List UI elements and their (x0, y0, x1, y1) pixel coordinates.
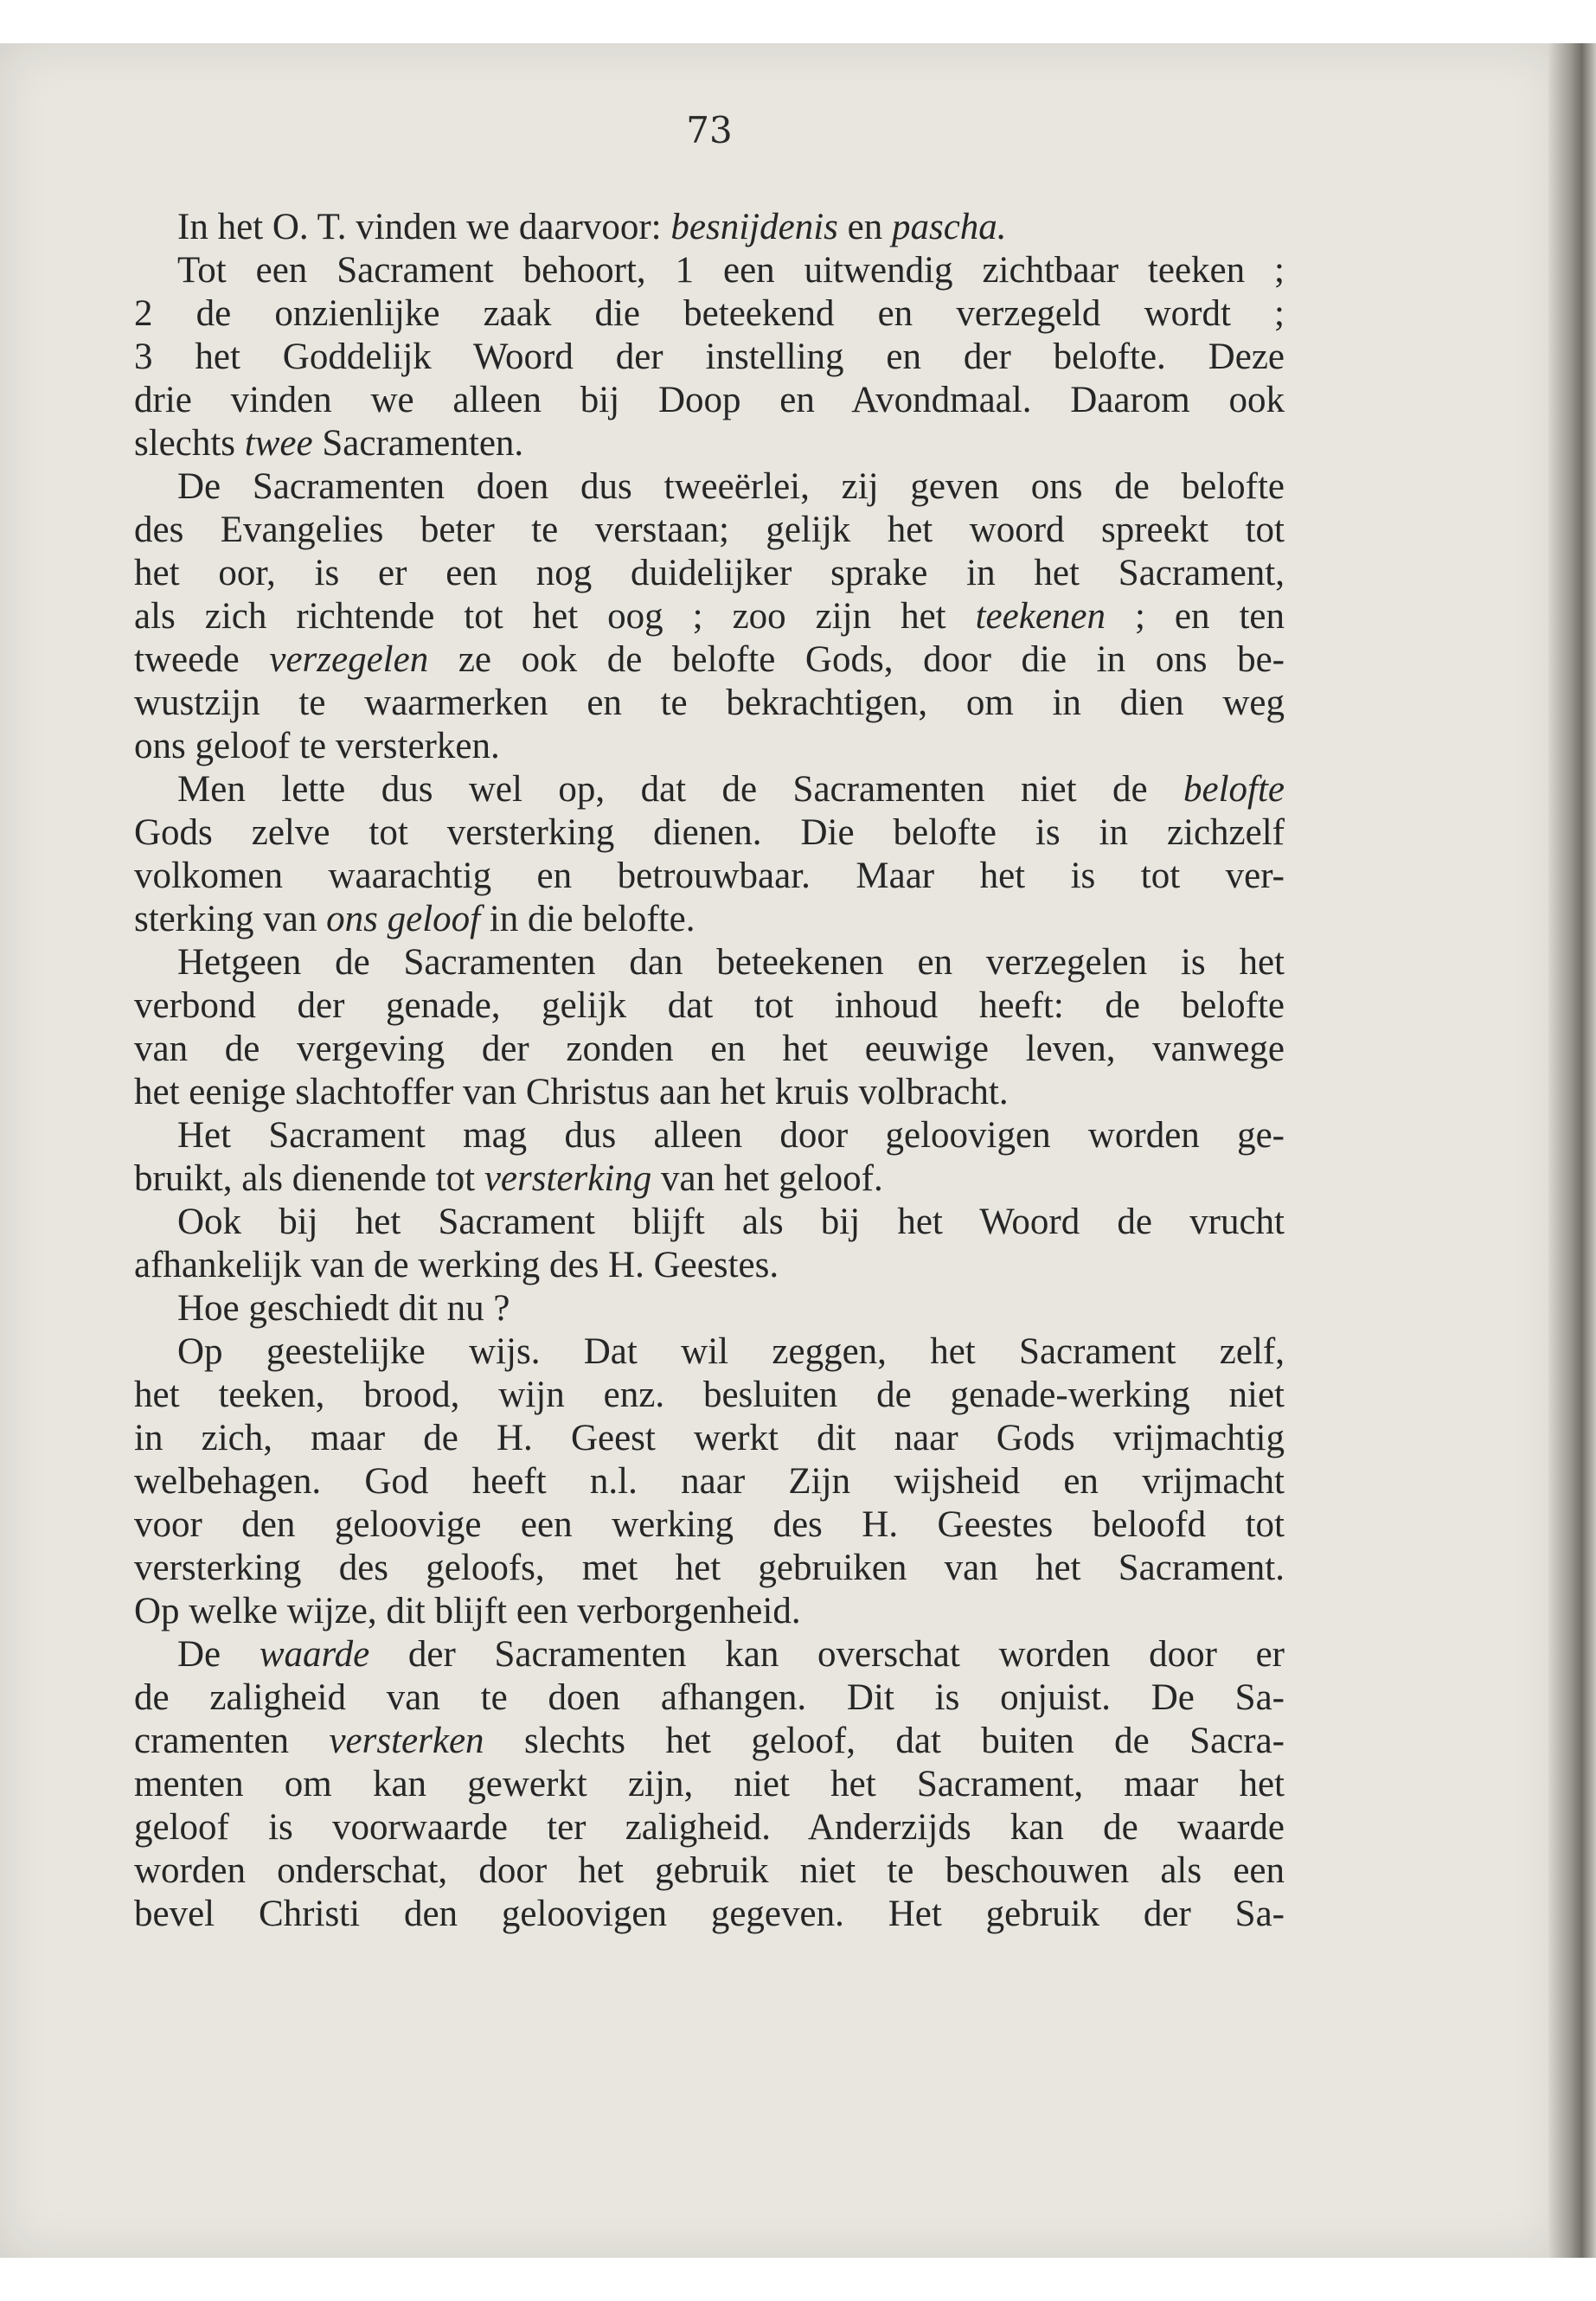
text-line (134, 1201, 1285, 1244)
text-line (134, 336, 1285, 379)
italic-text: verzegelen (269, 639, 429, 680)
page-edge-shadow (1548, 43, 1596, 2258)
italic-text: pascha. (891, 207, 1007, 247)
italic-text: belofte (1183, 769, 1285, 810)
italic-text: twee (244, 423, 313, 464)
text-segment: als zich richtende tot het oog ; zoo zijn het (134, 596, 976, 637)
text-segment: Het Sacrament mag dus alleen door geloovigen worden ge- (177, 1115, 1285, 1156)
text-line (134, 379, 1285, 422)
text-line (134, 725, 1285, 768)
text-segment: De (177, 1634, 260, 1675)
text-line (134, 465, 1285, 509)
italic-text: waarde (259, 1634, 370, 1675)
text-line (134, 595, 1285, 638)
text-line (134, 1590, 1285, 1633)
text-segment: het eenige slachtoffer van Christus aan het kruis volbracht. (134, 1072, 1009, 1112)
text-segment: bevel Christi den geloovigen gegeven. Het gebruik der Sa- (134, 1894, 1285, 1934)
text-line (134, 206, 1285, 249)
text-segment: Ook bij het Sacrament blijft als bij het Woord de vrucht (177, 1202, 1285, 1242)
text-line (134, 1330, 1285, 1374)
text-segment: Hoe geschiedt dit nu ? (177, 1288, 510, 1329)
text-line (134, 509, 1285, 552)
text-segment: ze ook de belofte Gods, door die in ons be- (428, 639, 1285, 680)
italic-text: teekenen (975, 596, 1106, 637)
text-segment: slechts het geloof, dat buiten de Sacra- (484, 1721, 1285, 1761)
text-line (134, 1157, 1285, 1201)
italic-text: ons geloof (326, 899, 481, 939)
text-segment: tweede (134, 639, 270, 680)
text-segment: in die belofte. (480, 899, 695, 939)
text-line (134, 1763, 1285, 1806)
text-segment: sterking van (134, 899, 327, 939)
text-line (134, 1071, 1285, 1114)
text-line (134, 682, 1285, 725)
text-line (134, 1374, 1285, 1417)
text-segment: geloof is voorwaarde ter zaligheid. Anderzijds kan de waarde (134, 1807, 1285, 1848)
text-line (134, 984, 1285, 1028)
text-line (134, 1806, 1285, 1849)
text-segment: Op welke wijze, dit blijft een verborgenheid. (134, 1591, 801, 1631)
body-text (134, 206, 1285, 1936)
text-segment: De Sacramenten doen dus tweeërlei, zij geven ons de belofte (177, 466, 1285, 507)
text-segment: van het geloof. (651, 1158, 883, 1199)
text-line (134, 768, 1285, 811)
text-segment: In het O. T. vinden we daarvoor: (177, 207, 671, 247)
text-segment: volkomen waarachtig en betrouwbaar. Maar het is tot ver- (134, 856, 1285, 896)
text-line (134, 1633, 1285, 1676)
text-segment: 3 het Goddelijk Woord der instelling en der belofte. Deze (134, 336, 1285, 377)
text-segment: worden onderschat, door het gebruik niet te beschouwen als een (134, 1850, 1285, 1891)
text-line (134, 1244, 1285, 1287)
italic-text: versterken (329, 1721, 484, 1761)
text-segment: versterking des geloofs, met het gebruiken van het Sacrament. (134, 1548, 1285, 1588)
text-segment: Gods zelve tot versterking dienen. Die belofte is in zichzelf (134, 812, 1285, 853)
text-line (134, 855, 1285, 898)
text-line (134, 1460, 1285, 1503)
text-line (134, 1676, 1285, 1720)
text-line (134, 292, 1285, 336)
text-segment: de zaligheid van te doen afhangen. Dit is onjuist. De Sa- (134, 1677, 1285, 1718)
text-segment: ; en ten (1105, 596, 1285, 637)
text-segment: het teeken, brood, wijn enz. besluiten de genade-werking niet (134, 1375, 1285, 1415)
text-line (134, 1503, 1285, 1547)
text-line (134, 638, 1285, 682)
italic-text: versterking (484, 1158, 652, 1199)
text-segment: ons geloof te versterken. (134, 726, 500, 766)
text-line (134, 1547, 1285, 1590)
text-line (134, 1849, 1285, 1893)
text-segment: Tot een Sacrament behoort, 1 een uitwendig zichtbaar teeken ; (177, 250, 1285, 291)
text-line (134, 1893, 1285, 1936)
text-segment: Op geestelijke wijs. Dat wil zeggen, het Sacrament zelf, (177, 1331, 1285, 1372)
text-segment: en (837, 207, 892, 247)
text-segment: afhankelijk van de werking des H. Geestes. (134, 1245, 779, 1285)
text-segment: Sacramenten. (312, 423, 524, 464)
text-line (134, 552, 1285, 595)
text-segment: Hetgeen de Sacramenten dan beteekenen en verzegelen is het (177, 942, 1285, 983)
text-segment: bruikt, als dienende tot (134, 1158, 484, 1199)
text-segment: drie vinden we alleen bij Doop en Avondmaal. Daarom ook (134, 380, 1285, 420)
text-segment: van de vergeving der zonden en het eeuwige leven, vanwege (134, 1029, 1285, 1069)
text-segment: Men lette dus wel op, dat de Sacramenten niet de (177, 769, 1183, 810)
text-segment: verbond der genade, gelijk dat tot inhoud heeft: de belofte (134, 985, 1285, 1026)
text-segment: welbehagen. God heeft n.l. naar Zijn wijsheid en vrijmacht (134, 1461, 1285, 1502)
text-line (134, 898, 1285, 941)
text-line (134, 1287, 1285, 1330)
text-line (134, 811, 1285, 855)
text-segment: slechts (134, 423, 245, 464)
text-segment: des Evangelies beter te verstaan; gelijk het woord spreekt tot (134, 510, 1285, 550)
text-line (134, 1114, 1285, 1157)
text-segment: het oor, is er een nog duidelijker sprake in het Sacrament, (134, 553, 1285, 593)
italic-text: besnijdenis (670, 207, 838, 247)
text-segment: cramenten (134, 1721, 330, 1761)
text-line (134, 422, 1285, 465)
text-segment: der Sacramenten kan overschat worden door er (369, 1634, 1285, 1675)
text-line (134, 941, 1285, 984)
text-line (134, 1028, 1285, 1071)
text-line (134, 249, 1285, 292)
text-segment: wustzijn te waarmerken en te bekrachtigen, om in dien weg (134, 683, 1285, 723)
text-segment: voor den geloovige een werking des H. Geestes beloofd tot (134, 1504, 1285, 1545)
text-line (134, 1417, 1285, 1460)
text-segment: 2 de onzienlijke zaak die beteekend en verzegeld wordt ; (134, 293, 1285, 334)
text-segment: in zich, maar de H. Geest werkt dit naar Gods vrijmachtig (134, 1418, 1285, 1458)
text-segment: menten om kan gewerkt zijn, niet het Sacrament, maar het (134, 1764, 1285, 1804)
page-number: 73 (686, 109, 733, 151)
text-line (134, 1720, 1285, 1763)
